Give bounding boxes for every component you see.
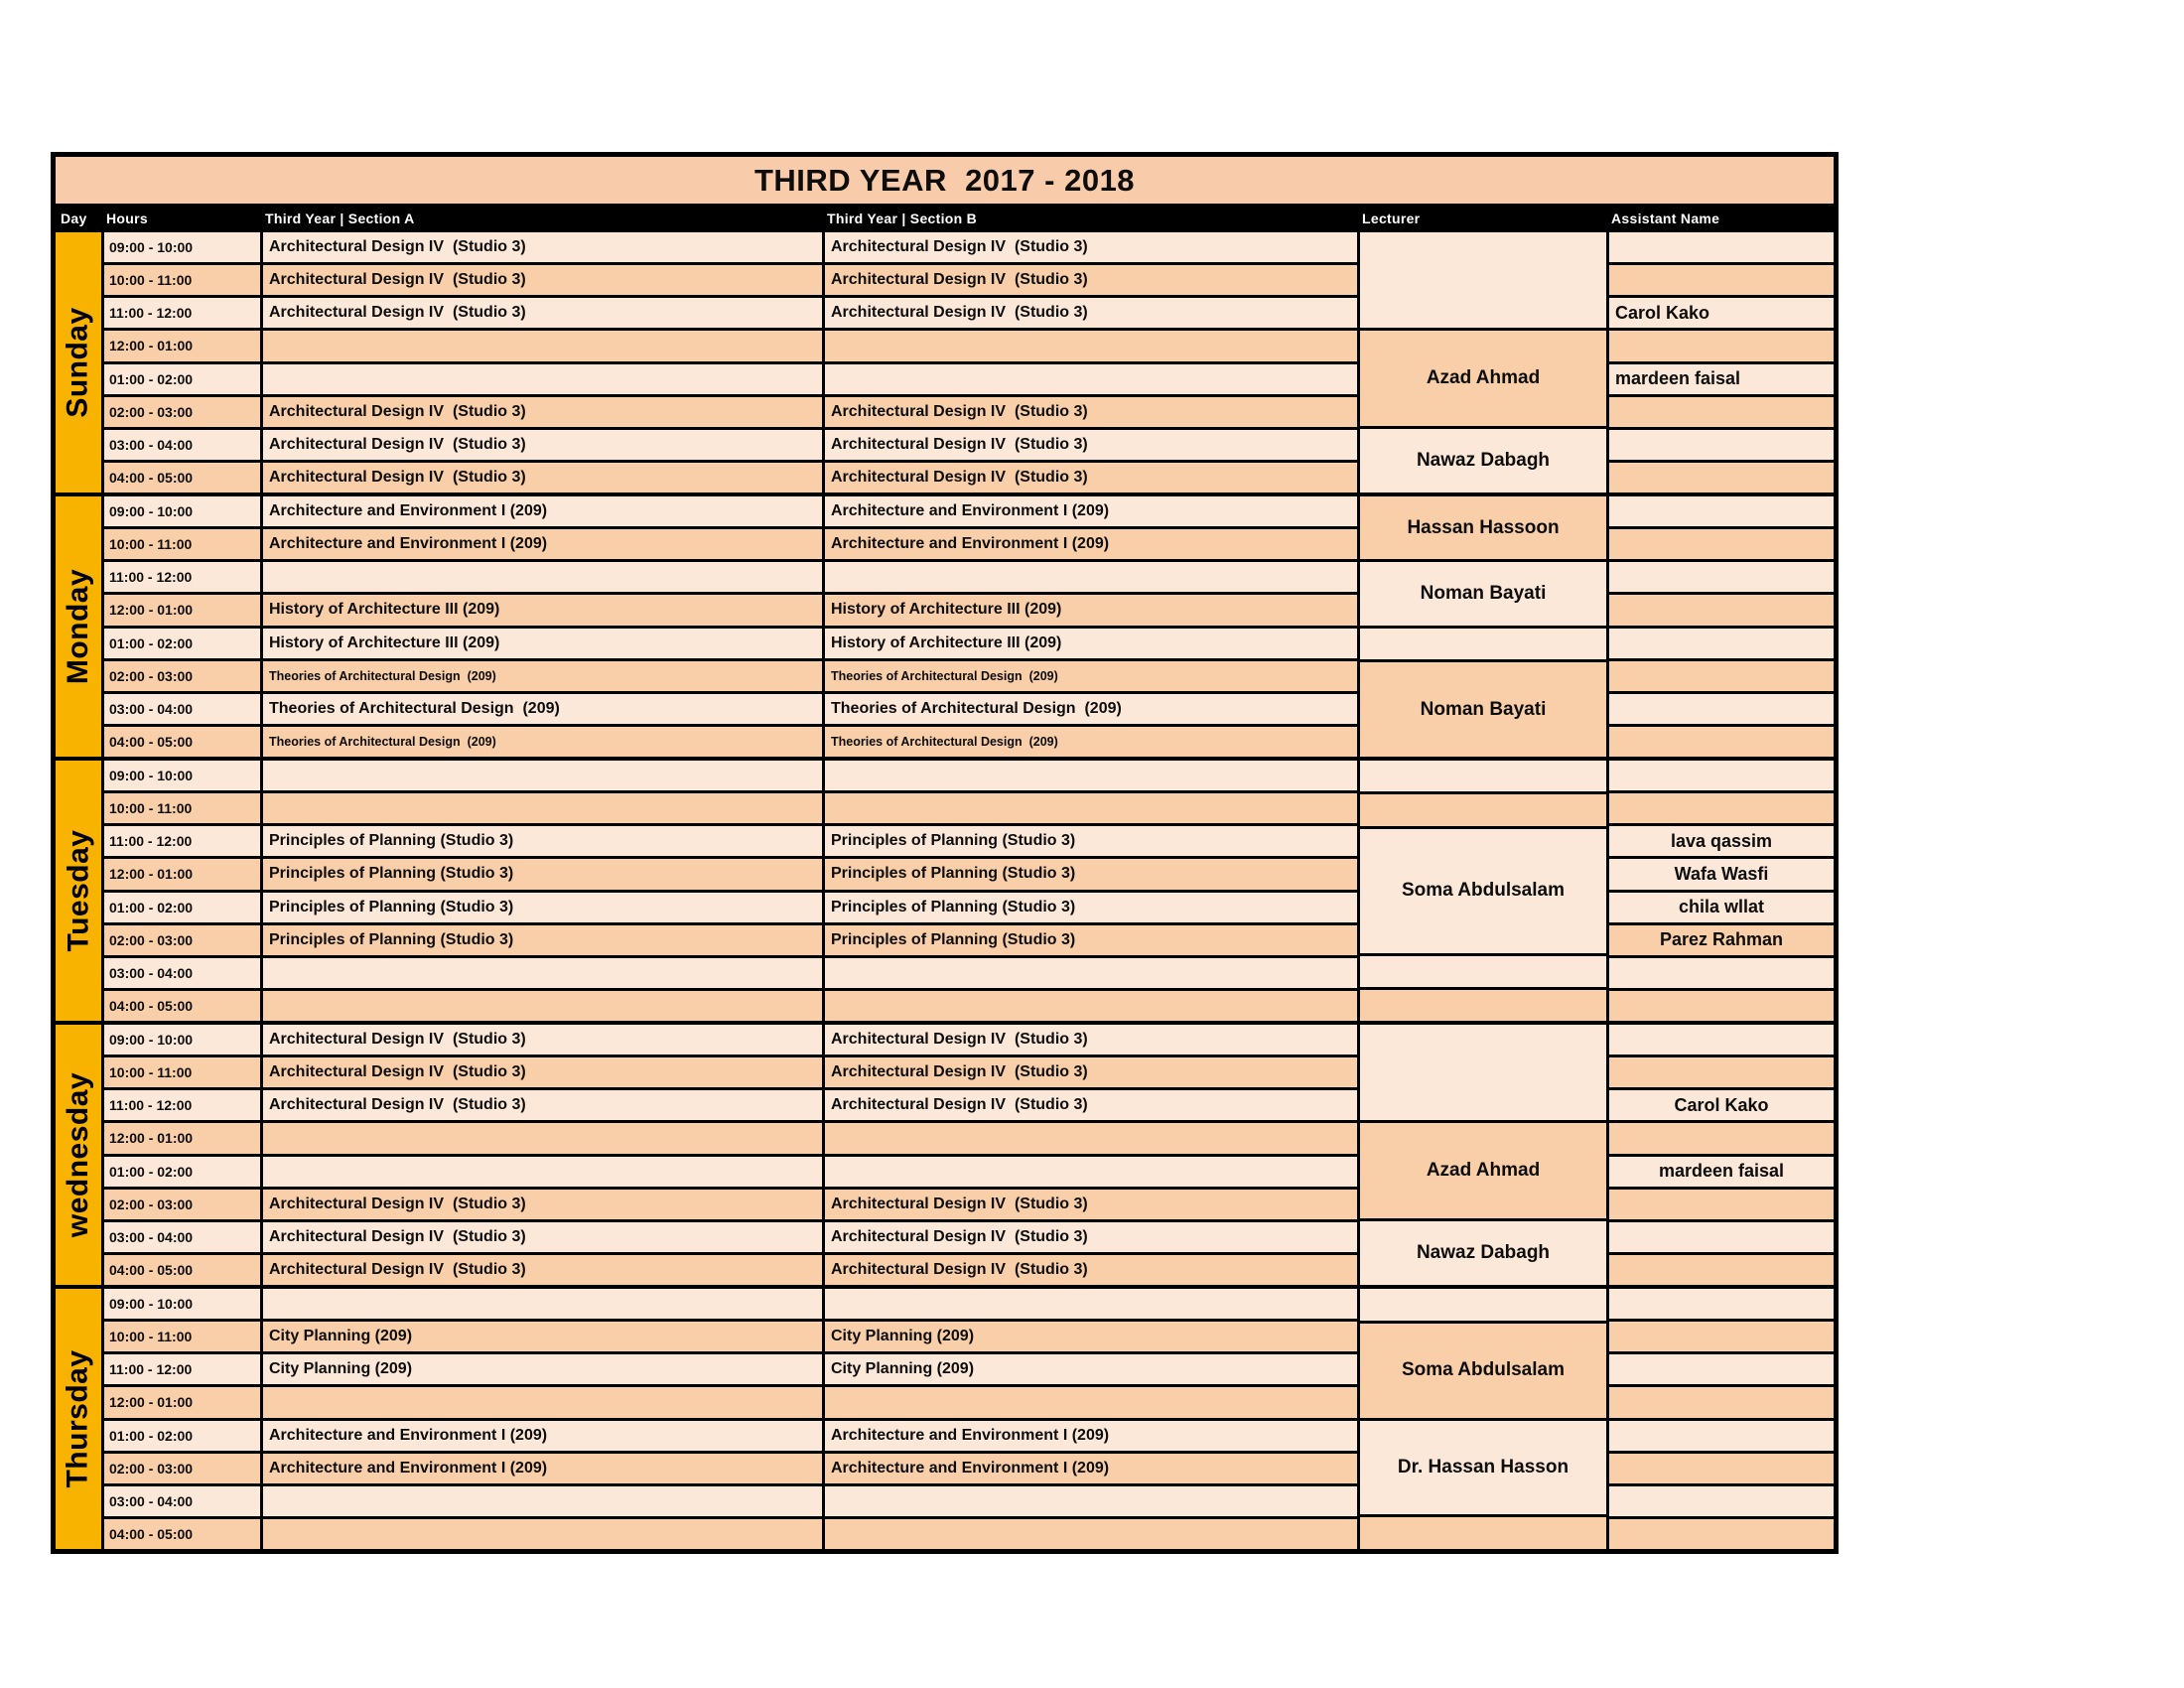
section-b-column	[822, 496, 1357, 757]
section-b-cell: Architectural Design IV (Studio 3)	[825, 232, 1357, 265]
section-b-cell: Architectural Design IV (Studio 3)	[825, 1025, 1357, 1057]
lecturer-cell: Noman Bayati	[1360, 662, 1606, 757]
section-b-cell: Theories of Architectural Design (209)	[825, 694, 1357, 727]
hours-cell: 02:00 - 03:00	[104, 925, 260, 958]
lecturer-column	[1357, 1289, 1606, 1549]
section-b-cell	[825, 562, 1357, 595]
assistant-column	[1606, 1289, 1834, 1549]
section-b-cell: Architectural Design IV (Studio 3)	[825, 298, 1357, 331]
section-a-cell: Principles of Planning (Studio 3)	[263, 893, 822, 925]
section-a-cell: Architecture and Environment I (209)	[263, 529, 822, 562]
hours-cell: 10:00 - 11:00	[104, 529, 260, 562]
section-b-cell: Architecture and Environment I (209)	[825, 1454, 1357, 1486]
section-b-cell: Architecture and Environment I (209)	[825, 1421, 1357, 1454]
hours-cell: 03:00 - 04:00	[104, 958, 260, 991]
lecturer-cell: Dr. Hassan Hasson	[1360, 1421, 1606, 1518]
hours-cell: 04:00 - 05:00	[104, 991, 260, 1021]
section-a-column	[260, 1289, 822, 1549]
timetable-title: THIRD YEAR 2017 - 2018	[56, 157, 1834, 204]
day-label: Sunday	[62, 307, 95, 418]
assistant-column	[1606, 496, 1834, 757]
section-a-cell: Architecture and Environment I (209)	[263, 1454, 822, 1486]
assistant-cell: mardeen faisal	[1609, 1157, 1834, 1190]
assistant-cell	[1609, 1222, 1834, 1255]
day-label: wednesday	[62, 1071, 95, 1238]
section-a-cell	[263, 793, 822, 826]
assistant-cell	[1609, 661, 1834, 694]
assistant-cell	[1609, 1322, 1834, 1354]
section-b-cell	[825, 1486, 1357, 1519]
section-a-cell: Architectural Design IV (Studio 3)	[263, 463, 822, 492]
section-b-cell: Principles of Planning (Studio 3)	[825, 893, 1357, 925]
lecturer-cell: Soma Abdulsalam	[1360, 1324, 1606, 1421]
section-b-cell: Architectural Design IV (Studio 3)	[825, 1190, 1357, 1222]
section-a-cell	[263, 1519, 822, 1549]
lecturer-column	[1357, 761, 1606, 1021]
lecturer-cell	[1360, 1289, 1606, 1324]
hours-cell: 10:00 - 11:00	[104, 1322, 260, 1354]
assistant-cell	[1609, 1421, 1834, 1454]
section-b-cell	[825, 761, 1357, 793]
hours-cell: 09:00 - 10:00	[104, 232, 260, 265]
hours-cell: 11:00 - 12:00	[104, 1354, 260, 1387]
day-cell	[56, 1025, 101, 1285]
assistant-column	[1606, 1025, 1834, 1285]
section-a-cell: City Planning (209)	[263, 1322, 822, 1354]
section-b-column	[822, 1025, 1357, 1285]
day-label: Tuesday	[62, 829, 94, 952]
hours-cell: 12:00 - 01:00	[104, 595, 260, 628]
section-a-cell	[263, 1387, 822, 1420]
assistant-column	[1606, 232, 1834, 492]
assistant-cell	[1609, 1123, 1834, 1156]
hours-cell: 09:00 - 10:00	[104, 761, 260, 793]
day-block-wednesday	[56, 1025, 1834, 1289]
column-header-lecturer: Lecturer	[1362, 210, 1421, 226]
section-b-cell: Principles of Planning (Studio 3)	[825, 859, 1357, 892]
section-a-cell: Architectural Design IV (Studio 3)	[263, 265, 822, 298]
column-header-section-a: Third Year | Section A	[265, 210, 415, 226]
section-b-cell: Theories of Architectural Design (209)	[825, 727, 1357, 757]
hours-cell: 12:00 - 01:00	[104, 1387, 260, 1420]
lecturer-cell: Nawaz Dabagh	[1360, 429, 1606, 492]
assistant-cell	[1609, 629, 1834, 661]
hours-column	[101, 232, 260, 492]
section-b-cell	[825, 364, 1357, 397]
assistant-cell: Carol Kako	[1609, 298, 1834, 331]
hours-cell: 04:00 - 05:00	[104, 1519, 260, 1549]
section-a-cell: Architecture and Environment I (209)	[263, 1421, 822, 1454]
lecturer-cell: Azad Ahmad	[1360, 331, 1606, 429]
hours-cell: 11:00 - 12:00	[104, 826, 260, 859]
assistant-cell	[1609, 463, 1834, 492]
section-a-cell	[263, 364, 822, 397]
section-a-cell: City Planning (209)	[263, 1354, 822, 1387]
day-cell	[56, 496, 101, 757]
assistant-cell: chila wllat	[1609, 893, 1834, 925]
section-a-cell	[263, 562, 822, 595]
section-a-cell: Architecture and Environment I (209)	[263, 496, 822, 529]
hours-cell: 01:00 - 02:00	[104, 893, 260, 925]
section-a-cell: Architectural Design IV (Studio 3)	[263, 298, 822, 331]
hours-cell: 09:00 - 10:00	[104, 496, 260, 529]
column-header-section-b: Third Year | Section B	[827, 210, 978, 226]
assistant-cell: Parez Rahman	[1609, 925, 1834, 958]
section-b-cell: Principles of Planning (Studio 3)	[825, 826, 1357, 859]
section-b-cell	[825, 1387, 1357, 1420]
hours-cell: 04:00 - 05:00	[104, 727, 260, 757]
assistant-cell	[1609, 562, 1834, 595]
lecturer-column	[1357, 496, 1606, 757]
section-b-cell: Architectural Design IV (Studio 3)	[825, 463, 1357, 492]
section-a-cell: Architectural Design IV (Studio 3)	[263, 1190, 822, 1222]
assistant-cell	[1609, 265, 1834, 298]
day-block-monday	[56, 496, 1834, 761]
lecturer-column	[1357, 232, 1606, 492]
assistant-cell	[1609, 1519, 1834, 1549]
assistant-cell	[1609, 1025, 1834, 1057]
assistant-cell	[1609, 1255, 1834, 1285]
section-a-cell: Architectural Design IV (Studio 3)	[263, 232, 822, 265]
column-header-row	[56, 204, 1834, 232]
assistant-cell	[1609, 595, 1834, 628]
hours-cell: 03:00 - 04:00	[104, 694, 260, 727]
section-b-cell	[825, 793, 1357, 826]
day-cell	[56, 761, 101, 1021]
assistant-cell	[1609, 694, 1834, 727]
assistant-cell	[1609, 232, 1834, 265]
column-header-hours: Hours	[106, 210, 148, 226]
day-block-tuesday	[56, 761, 1834, 1025]
section-b-cell	[825, 331, 1357, 363]
section-b-cell: Architectural Design IV (Studio 3)	[825, 1222, 1357, 1255]
section-a-cell: Principles of Planning (Studio 3)	[263, 859, 822, 892]
assistant-cell	[1609, 1454, 1834, 1486]
section-b-cell: Architectural Design IV (Studio 3)	[825, 430, 1357, 463]
hours-cell: 01:00 - 02:00	[104, 1157, 260, 1190]
lecturer-cell	[1360, 1025, 1606, 1123]
hours-cell: 02:00 - 03:00	[104, 1190, 260, 1222]
hours-cell: 03:00 - 04:00	[104, 430, 260, 463]
assistant-column	[1606, 761, 1834, 1021]
section-a-cell: Architectural Design IV (Studio 3)	[263, 1222, 822, 1255]
assistant-cell	[1609, 1289, 1834, 1322]
hours-cell: 12:00 - 01:00	[104, 331, 260, 363]
hours-cell: 10:00 - 11:00	[104, 265, 260, 298]
assistant-cell	[1609, 727, 1834, 757]
hours-cell: 12:00 - 01:00	[104, 859, 260, 892]
column-header-day: Day	[61, 210, 87, 226]
day-cell	[56, 232, 101, 492]
hours-column	[101, 1025, 260, 1285]
assistant-cell	[1609, 958, 1834, 991]
section-b-cell	[825, 1519, 1357, 1549]
assistant-cell: lava qassim	[1609, 826, 1834, 859]
hours-cell: 09:00 - 10:00	[104, 1289, 260, 1322]
hours-cell: 01:00 - 02:00	[104, 1421, 260, 1454]
section-a-cell	[263, 1289, 822, 1322]
hours-column	[101, 496, 260, 757]
hours-column	[101, 1289, 260, 1549]
assistant-cell	[1609, 793, 1834, 826]
assistant-cell	[1609, 1190, 1834, 1222]
lecturer-cell	[1360, 794, 1606, 828]
section-a-cell: Architectural Design IV (Studio 3)	[263, 1057, 822, 1090]
section-b-cell	[825, 1157, 1357, 1190]
assistant-cell	[1609, 1486, 1834, 1519]
section-a-cell: Theories of Architectural Design (209)	[263, 694, 822, 727]
timetable	[51, 152, 1839, 1554]
section-a-cell	[263, 958, 822, 991]
lecturer-cell: Soma Abdulsalam	[1360, 829, 1606, 956]
day-label: Monday	[62, 568, 94, 685]
assistant-cell	[1609, 496, 1834, 529]
assistant-cell	[1609, 529, 1834, 562]
hours-cell: 11:00 - 12:00	[104, 298, 260, 331]
hours-cell: 12:00 - 01:00	[104, 1123, 260, 1156]
section-b-column	[822, 1289, 1357, 1549]
section-b-cell	[825, 958, 1357, 991]
hours-cell: 10:00 - 11:00	[104, 1057, 260, 1090]
section-b-cell	[825, 1289, 1357, 1322]
assistant-cell	[1609, 1057, 1834, 1090]
section-b-cell: Architectural Design IV (Studio 3)	[825, 397, 1357, 430]
section-a-cell	[263, 1123, 822, 1156]
section-a-cell: Theories of Architectural Design (209)	[263, 727, 822, 757]
assistant-cell	[1609, 1387, 1834, 1420]
section-a-cell: Architectural Design IV (Studio 3)	[263, 430, 822, 463]
hours-cell: 11:00 - 12:00	[104, 562, 260, 595]
lecturer-cell: Nawaz Dabagh	[1360, 1221, 1606, 1285]
hours-cell: 11:00 - 12:00	[104, 1090, 260, 1123]
column-header-assistant: Assistant Name	[1611, 210, 1720, 226]
hours-cell: 09:00 - 10:00	[104, 1025, 260, 1057]
timetable-body	[56, 232, 1834, 1549]
section-b-cell: Principles of Planning (Studio 3)	[825, 925, 1357, 958]
assistant-cell	[1609, 761, 1834, 793]
section-b-cell: City Planning (209)	[825, 1354, 1357, 1387]
section-b-cell: Architectural Design IV (Studio 3)	[825, 265, 1357, 298]
assistant-cell	[1609, 1354, 1834, 1387]
section-a-cell: Theories of Architectural Design (209)	[263, 661, 822, 694]
assistant-cell	[1609, 991, 1834, 1021]
lecturer-cell	[1360, 232, 1606, 331]
hours-cell: 04:00 - 05:00	[104, 1255, 260, 1285]
section-b-cell: City Planning (209)	[825, 1322, 1357, 1354]
lecturer-cell	[1360, 956, 1606, 990]
section-b-cell: Architectural Design IV (Studio 3)	[825, 1255, 1357, 1285]
day-label: Thursday	[62, 1349, 94, 1488]
section-a-column	[260, 1025, 822, 1285]
section-a-cell	[263, 1486, 822, 1519]
assistant-cell	[1609, 397, 1834, 430]
section-a-cell: Architectural Design IV (Studio 3)	[263, 1090, 822, 1123]
assistant-cell	[1609, 430, 1834, 463]
section-b-column	[822, 761, 1357, 1021]
section-b-column	[822, 232, 1357, 492]
assistant-cell	[1609, 331, 1834, 363]
day-block-sunday	[56, 232, 1834, 496]
hours-cell: 02:00 - 03:00	[104, 661, 260, 694]
section-b-cell: Architecture and Environment I (209)	[825, 529, 1357, 562]
section-a-cell: Principles of Planning (Studio 3)	[263, 925, 822, 958]
section-a-column	[260, 496, 822, 757]
hours-cell: 02:00 - 03:00	[104, 1454, 260, 1486]
assistant-cell: Carol Kako	[1609, 1090, 1834, 1123]
day-cell	[56, 1289, 101, 1549]
lecturer-cell: Hassan Hassoon	[1360, 496, 1606, 562]
section-b-cell: Architecture and Environment I (209)	[825, 496, 1357, 529]
section-b-cell: History of Architecture III (209)	[825, 595, 1357, 628]
section-b-cell	[825, 1123, 1357, 1156]
hours-cell: 03:00 - 04:00	[104, 1222, 260, 1255]
hours-cell: 01:00 - 02:00	[104, 629, 260, 661]
lecturer-column	[1357, 1025, 1606, 1285]
section-b-cell	[825, 991, 1357, 1021]
lecturer-cell	[1360, 629, 1606, 663]
section-b-cell: History of Architecture III (209)	[825, 629, 1357, 661]
section-a-cell: Architectural Design IV (Studio 3)	[263, 1025, 822, 1057]
hours-cell: 10:00 - 11:00	[104, 793, 260, 826]
lecturer-cell	[1360, 761, 1606, 794]
section-a-cell: History of Architecture III (209)	[263, 629, 822, 661]
section-b-cell: Architectural Design IV (Studio 3)	[825, 1090, 1357, 1123]
section-a-column	[260, 761, 822, 1021]
section-a-cell	[263, 991, 822, 1021]
assistant-cell: Wafa Wasfi	[1609, 859, 1834, 892]
lecturer-cell: Azad Ahmad	[1360, 1123, 1606, 1221]
hours-cell: 04:00 - 05:00	[104, 463, 260, 492]
section-a-cell	[263, 761, 822, 793]
lecturer-cell	[1360, 1517, 1606, 1549]
hours-cell: 02:00 - 03:00	[104, 397, 260, 430]
section-b-cell: Architectural Design IV (Studio 3)	[825, 1057, 1357, 1090]
section-a-cell: History of Architecture III (209)	[263, 595, 822, 628]
section-a-cell: Architectural Design IV (Studio 3)	[263, 397, 822, 430]
day-block-thursday	[56, 1289, 1834, 1549]
hours-column	[101, 761, 260, 1021]
hours-cell: 03:00 - 04:00	[104, 1486, 260, 1519]
hours-cell: 01:00 - 02:00	[104, 364, 260, 397]
assistant-cell: mardeen faisal	[1609, 364, 1834, 397]
section-b-cell: Theories of Architectural Design (209)	[825, 661, 1357, 694]
section-a-column	[260, 232, 822, 492]
section-a-cell	[263, 1157, 822, 1190]
section-a-cell: Principles of Planning (Studio 3)	[263, 826, 822, 859]
section-a-cell: Architectural Design IV (Studio 3)	[263, 1255, 822, 1285]
lecturer-cell	[1360, 990, 1606, 1021]
lecturer-cell: Noman Bayati	[1360, 562, 1606, 628]
section-a-cell	[263, 331, 822, 363]
